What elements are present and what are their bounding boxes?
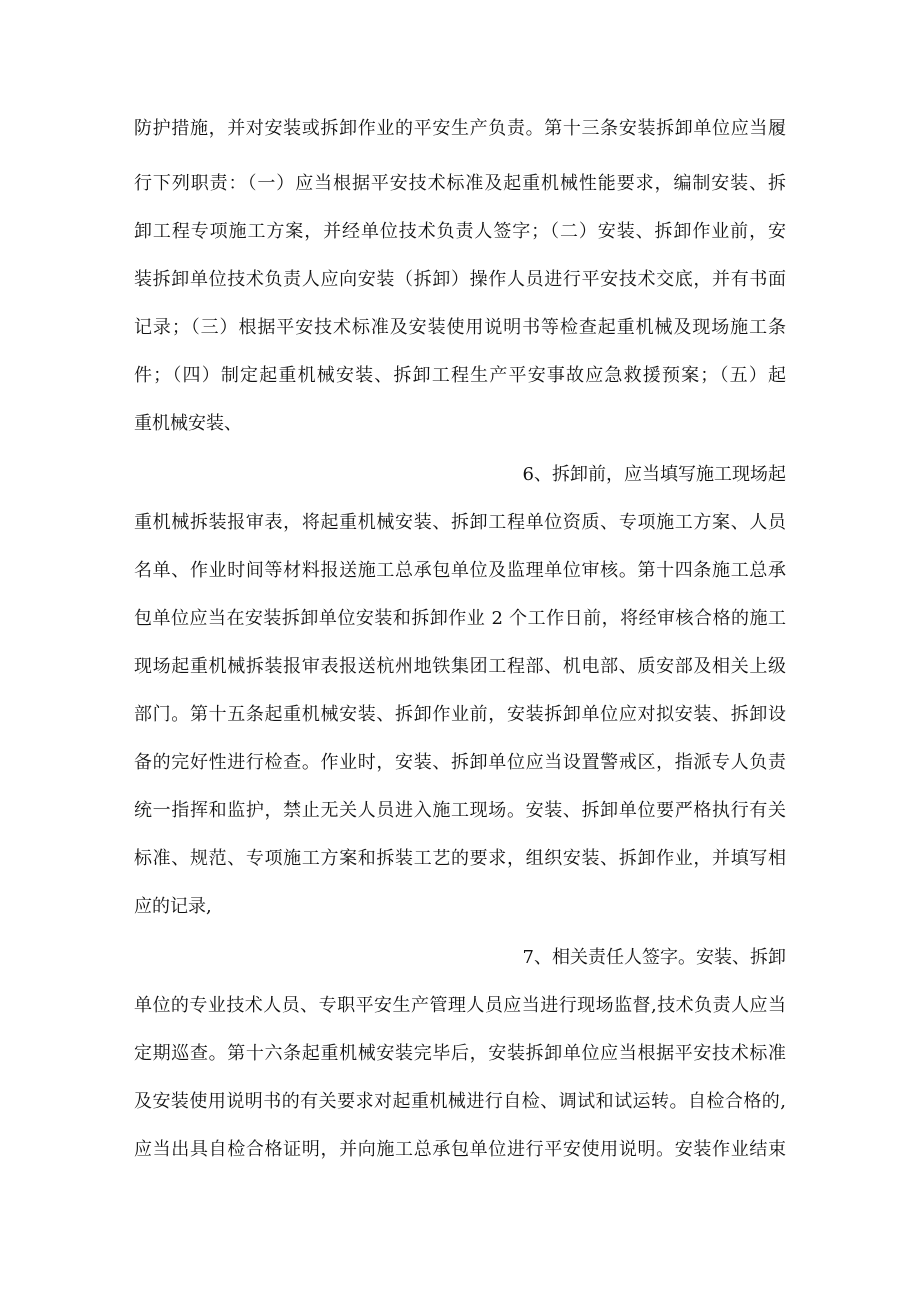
section-start-line: 6、拆卸前，应当填写施工现场起 xyxy=(522,464,786,485)
body-text-line: 应当出具自检合格证明，并向施工总承包单位进行平安使用说明。安装作业结束 xyxy=(134,1139,786,1160)
body-text-line: 重机械拆装报审表，将起重机械安装、拆卸工程单位资质、专项施工方案、人员 xyxy=(134,512,786,533)
body-text-line: 备的完好性进行检查。作业时，安装、拆卸单位应当设置警戒区，指派专人负责 xyxy=(134,752,786,773)
body-text-line: 单位的专业技术人员、专职平安生产管理人员应当进行现场监督,技术负责人应当 xyxy=(134,995,786,1016)
body-text-line: 标准、规范、专项施工方案和拆装工艺的要求，组织安装、拆卸作业，并填写相 xyxy=(134,848,786,869)
body-text-line: 名单、作业时间等材料报送施工总承包单位及监理单位审核。第十四条施工总承 xyxy=(134,560,786,581)
body-text-line: 及安装使用说明书的有关要求对起重机械进行自检、调试和试运转。自检合格的, xyxy=(134,1091,786,1112)
body-text-line: 卸工程专项施工方案，并经单位技术负责人签字；（二）安装、拆卸作业前，安 xyxy=(134,221,786,242)
body-text-line: 定期巡查。第十六条起重机械安装完毕后，安装拆卸单位应当根据平安技术标准 xyxy=(134,1043,786,1064)
body-text-line: 件；（四）制定起重机械安装、拆卸工程生产平安事故应急救援预案；（五）起 xyxy=(134,365,786,386)
body-text-line: 部门。第十五条起重机械安装、拆卸作业前，安装拆卸单位应对拟安装、拆卸设 xyxy=(134,704,786,725)
body-text-line: 包单位应当在安装拆卸单位安装和拆卸作业 2 个工作日前，将经审核合格的施工 xyxy=(134,608,786,629)
body-text-line: 现场起重机械拆装报审表报送杭州地铁集团工程部、机电部、质安部及相关上级 xyxy=(134,656,786,677)
body-text-line: 统一指挥和监护，禁止无关人员进入施工现场。安装、拆卸单位要严格执行有关 xyxy=(134,800,786,821)
body-text-line: 装拆卸单位技术负责人应向安装（拆卸）操作人员进行平安技术交底，并有书面 xyxy=(134,269,786,290)
body-text-line: 应的记录, xyxy=(134,896,212,917)
body-text-line: 防护措施，并对安装或拆卸作业的平安生产负责。第十三条安装拆卸单位应当履 xyxy=(134,118,786,139)
body-text-line: 重机械安装、 xyxy=(134,413,242,434)
body-text-line: 行下列职责：（一）应当根据平安技术标准及起重机械性能要求，编制安装、拆 xyxy=(134,173,786,194)
body-text-line: 记录；（三）根据平安技术标准及安装使用说明书等检查起重机械及现场施工条 xyxy=(134,317,786,338)
section-start-line: 7、相关责任人签字。安装、拆卸 xyxy=(522,947,786,968)
